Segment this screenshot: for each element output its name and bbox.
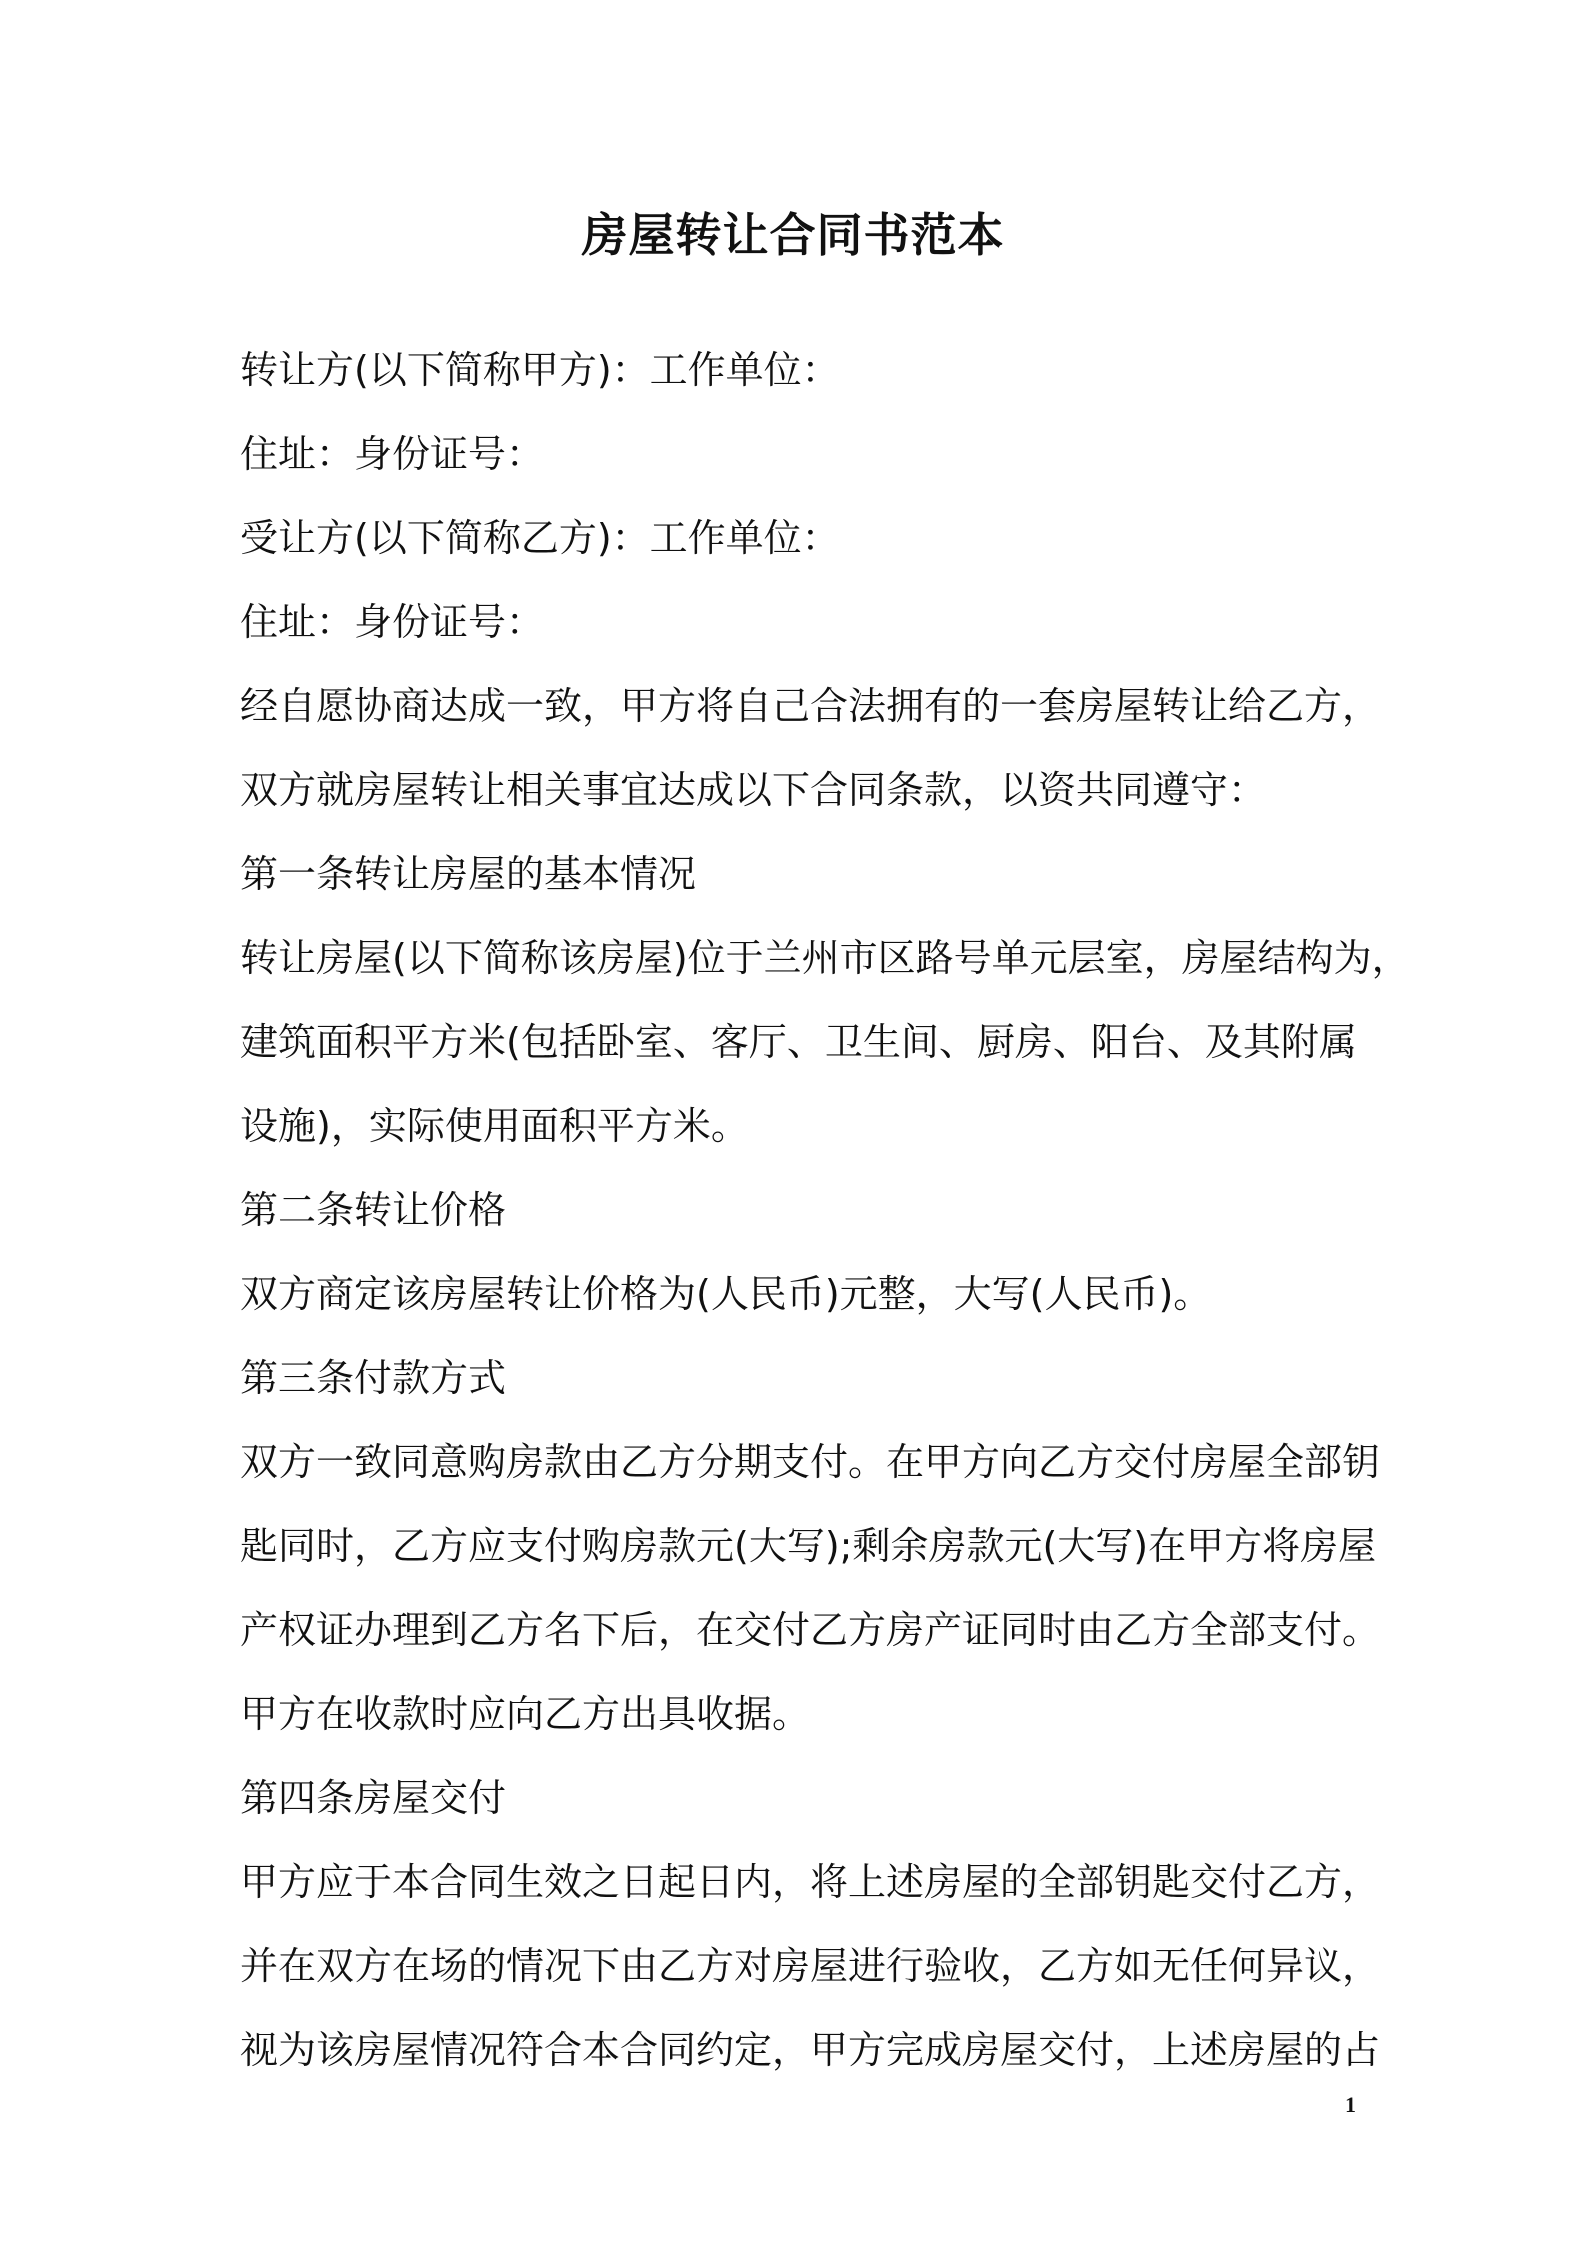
preamble-line-1: 经自愿协商达成一致，甲方将自己合法拥有的一套房屋转让给乙方， <box>240 684 1381 728</box>
article-3-line-2: 匙同时，乙方应支付购房款元(大写);剩余房款元(大写)在甲方将房屋 <box>240 1524 1377 1568</box>
article-3-line-3: 产权证办理到乙方名下后，在交付乙方房产证同时由乙方全部支付。 <box>240 1608 1381 1652</box>
article-4-line-2: 并在双方在场的情况下由乙方对房屋进行验收，乙方如无任何异议， <box>240 1944 1381 1988</box>
article-3-line-1: 双方一致同意购房款由乙方分期支付。在甲方向乙方交付房屋全部钥 <box>240 1440 1381 1484</box>
preamble-line-2: 双方就房屋转让相关事宜达成以下合同条款，以资共同遵守： <box>240 768 1267 812</box>
article-1-line-3: 设施)，实际使用面积平方米。 <box>240 1104 749 1148</box>
party-b-address-line: 住址：身份证号： <box>240 600 545 644</box>
document-title: 房屋转让合同书范本 <box>581 208 1005 262</box>
article-4-line-3: 视为该房屋情况符合本合同约定，甲方完成房屋交付，上述房屋的占 <box>240 2028 1381 2072</box>
party-a-address-line: 住址：身份证号： <box>240 432 545 476</box>
article-2-heading: 第二条转让价格 <box>240 1188 507 1232</box>
article-2-line-1: 双方商定该房屋转让价格为(人民币)元整，大写(人民币)。 <box>240 1272 1212 1316</box>
article-1-heading: 第一条转让房屋的基本情况 <box>240 852 697 896</box>
document-body <box>240 328 1410 2092</box>
party-b-line: 受让方(以下简称乙方)：工作单位： <box>240 516 840 560</box>
page-number: 1 <box>1345 2092 1356 2117</box>
party-a-line: 转让方(以下简称甲方)：工作单位： <box>240 348 840 392</box>
article-4-heading: 第四条房屋交付 <box>240 1776 507 1820</box>
article-3-line-4: 甲方在收款时应向乙方出具收据。 <box>240 1692 811 1736</box>
article-4-line-1: 甲方应于本合同生效之日起日内，将上述房屋的全部钥匙交付乙方， <box>240 1860 1381 1904</box>
article-1-line-2: 建筑面积平方米(包括卧室、客厅、卫生间、厨房、阳台、及其附属 <box>240 1020 1357 1064</box>
article-3-heading: 第三条付款方式 <box>240 1356 507 1400</box>
article-1-line-1: 转让房屋(以下简称该房屋)位于兰州市区路号单元层室，房屋结构为， <box>240 936 1410 980</box>
